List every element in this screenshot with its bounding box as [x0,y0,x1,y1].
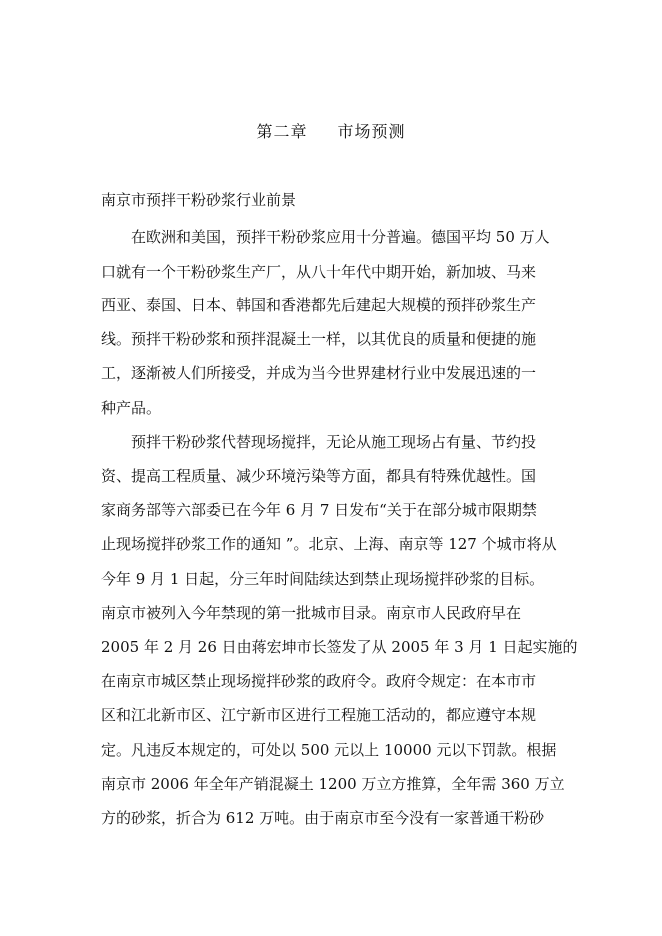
body-line: 方的砂浆，折合为 612 万吨。由于南京市至今没有一家普通干粉砂 [101,809,545,827]
body-line: 在欧洲和美国，预拌干粉砂浆应用十分普遍。德国平均 50 万人 [101,228,550,246]
body-line: 今年 9 月 1 日起，分三年时间陆续达到禁止现场搅拌砂浆的目标。 [101,570,545,588]
chapter-name: 市场预测 [337,122,406,141]
body-line: 工，逐渐被人们所接受，并成为当今世界建材行业中发展迅速的一 [101,364,537,382]
chapter-number: 第二章 [256,122,308,141]
body-line: 南京市 2006 年全年产销混凝土 1200 万立方推算，全年需 360 万立 [101,775,565,793]
body-line: 定。凡违反本规定的，可处以 500 元以上 10000 元以下罚款。根据 [101,741,557,759]
body-line: 南京市被列入今年禁现的第一批城市目录。南京市人民政府早在 [101,604,522,622]
body-line: 种产品。 [101,399,162,417]
body-line: 线。预拌干粉砂浆和预拌混凝土一样，以其优良的质量和便捷的施 [101,330,537,348]
body-line: 口就有一个干粉砂浆生产厂，从八十年代中期开始，新加坡、马来 [101,263,537,281]
section-heading: 南京市预拌干粉砂浆行业前景 [101,191,297,209]
body-line: 止现场搅拌砂浆工作的通知 ”。北京、上海、南京等 127 个城市将从 [101,535,557,553]
body-line: 预拌干粉砂浆代替现场搅拌，无论从施工现场占有量、节约投 [101,433,537,451]
body-line: 2005 年 2 月 26 日由蒋宏坤市长签发了从 2005 年 3 月 1 日起实施的 [101,638,578,656]
body-line: 资、提高工程质量、减少环境污染等方面，都具有特殊优越性。国 [101,467,537,485]
chapter-title [0,120,662,144]
body-line: 在南京市城区禁止现场搅拌砂浆的政府令。政府令规定：在本市市 [101,672,537,690]
body-line: 家商务部等六部委已在今年 6 月 7 日发布“关于在部分城市限期禁 [101,501,537,519]
body-line: 区和江北新市区、江宁新市区进行工程施工活动的，都应遵守本规 [101,706,537,724]
body-line: 西亚、泰国、日本、韩国和香港都先后建起大规模的预拌砂浆生产 [101,296,537,314]
